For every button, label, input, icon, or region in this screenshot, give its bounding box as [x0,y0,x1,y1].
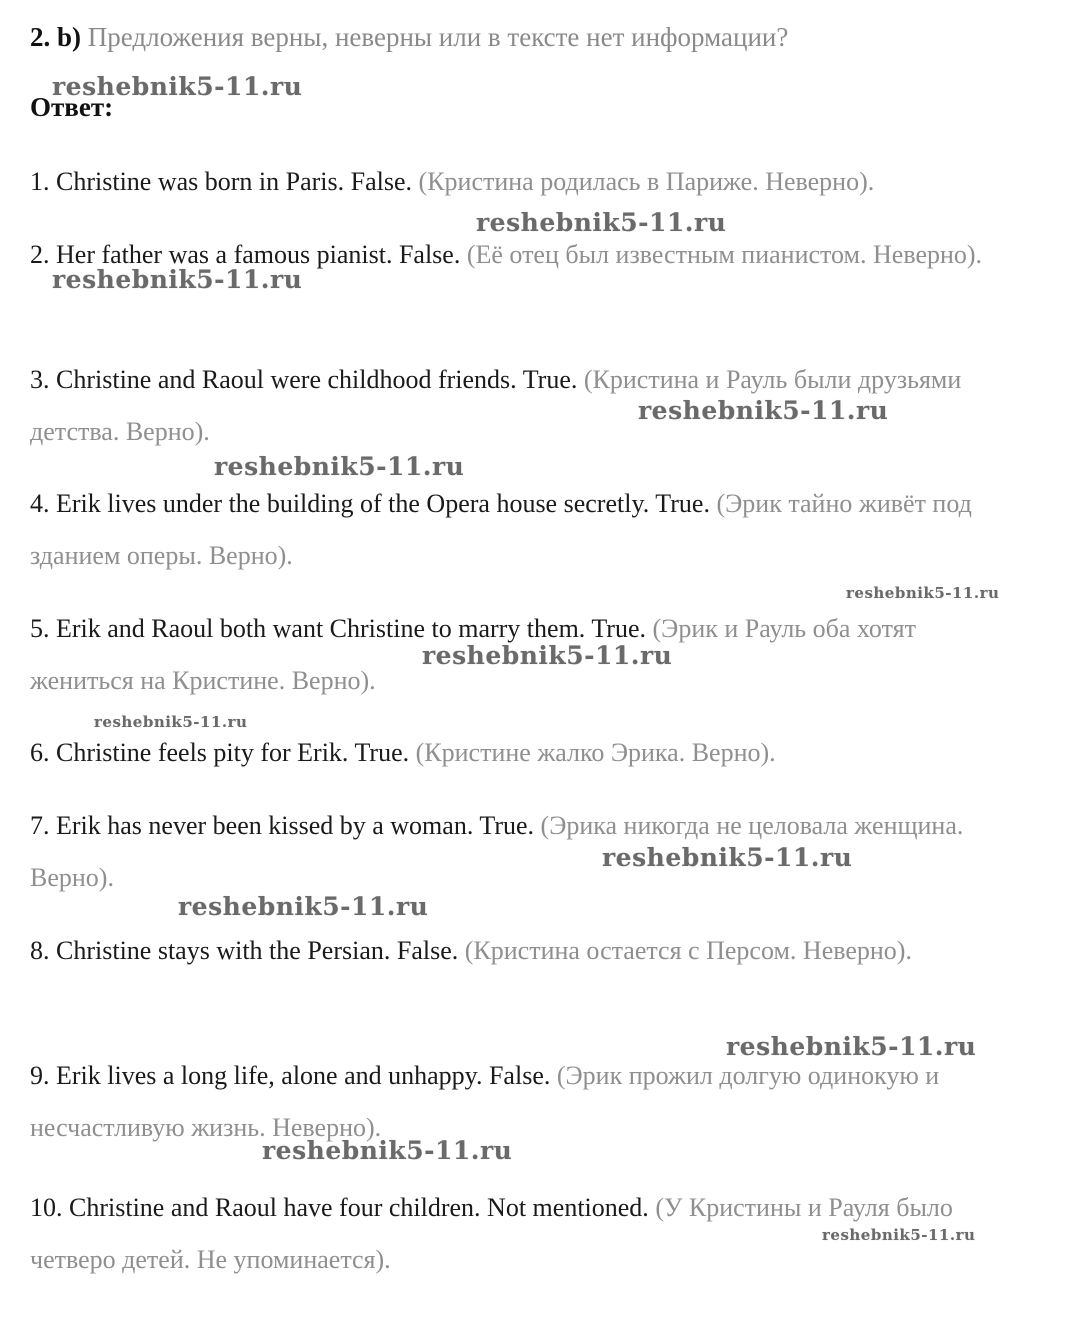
watermark: reshebnik5-11.ru [94,713,248,731]
task-question: Предложения верны, неверны или в тексте нет информации? [87,22,789,52]
watermark: reshebnik5-11.ru [262,1136,513,1165]
answer-en: 2. Her father was a famous pianist. False. [30,240,461,269]
answer-ru: (Кристина родилась в Париже. Неверно). [418,167,875,196]
watermark: reshebnik5-11.ru [52,265,303,294]
answer-en: 5. Erik and Raoul both want Christine to marry them. True. [30,614,646,643]
answer-item-7 [30,800,1015,904]
watermark: reshebnik5-11.ru [638,396,889,425]
answer-en: 9. Erik lives a long life, alone and unhappy. False. [30,1061,551,1090]
task-number: 2. b) [30,22,82,52]
answer-ru: (У Кристины и Рауля было четверо детей. Не упоминается). [30,1193,953,1274]
answer-ru: (Кристине жалко Эрика. Верно). [415,738,776,767]
watermark: reshebnik5-11.ru [726,1032,977,1061]
watermark: reshebnik5-11.ru [602,843,853,872]
watermark: reshebnik5-11.ru [822,1226,976,1244]
answer-en: 7. Erik has never been kissed by a woman. True. [30,811,535,840]
answer-en: 10. Christine and Raoul have four children. Not mentioned. [30,1193,649,1222]
answer-item-4 [30,478,1015,582]
watermark: reshebnik5-11.ru [422,641,673,670]
answer-ru: (Эрик и Рауль оба хотят жениться на Кристине. Верно). [30,614,916,695]
answer-item-9 [30,1050,1015,1154]
answer-en: 6. Christine feels pity for Erik. True. [30,738,410,767]
answer-en: 3. Christine and Raoul were childhood friends. True. [30,365,578,394]
answer-ru: (Кристина остается с Персом. Неверно). [464,936,912,965]
watermark: reshebnik5-11.ru [846,584,1000,602]
watermark: reshebnik5-11.ru [178,892,429,921]
answer-ru: (Эрик тайно живёт под зданием оперы. Верно). [30,489,972,570]
answer-ru: (Её отец был известным пианистом. Неверно). [466,240,983,269]
answer-label: Ответ: [30,92,114,122]
answer-item-1 [30,156,1015,208]
answer-en: 4. Erik lives under the building of the Opera house secretly. True. [30,489,710,518]
answer-en: 1. Christine was born in Paris. False. [30,167,413,196]
watermark: reshebnik5-11.ru [214,452,465,481]
answer-ru: (Эрик прожил долгую одинокую и несчастливую жизнь. Неверно). [30,1061,940,1142]
answer-en: 8. Christine stays with the Persian. False. [30,936,459,965]
watermark: reshebnik5-11.ru [52,72,303,101]
answer-ru: (Эрика никогда не целовала женщина. Верно). [30,811,964,892]
answer-ru: (Кристина и Рауль были друзьями детства. Верно). [30,365,962,446]
task-heading [30,20,788,54]
answer-item-6 [30,727,1015,779]
answer-item-8 [30,925,1015,977]
watermark: reshebnik5-11.ru [476,208,727,237]
